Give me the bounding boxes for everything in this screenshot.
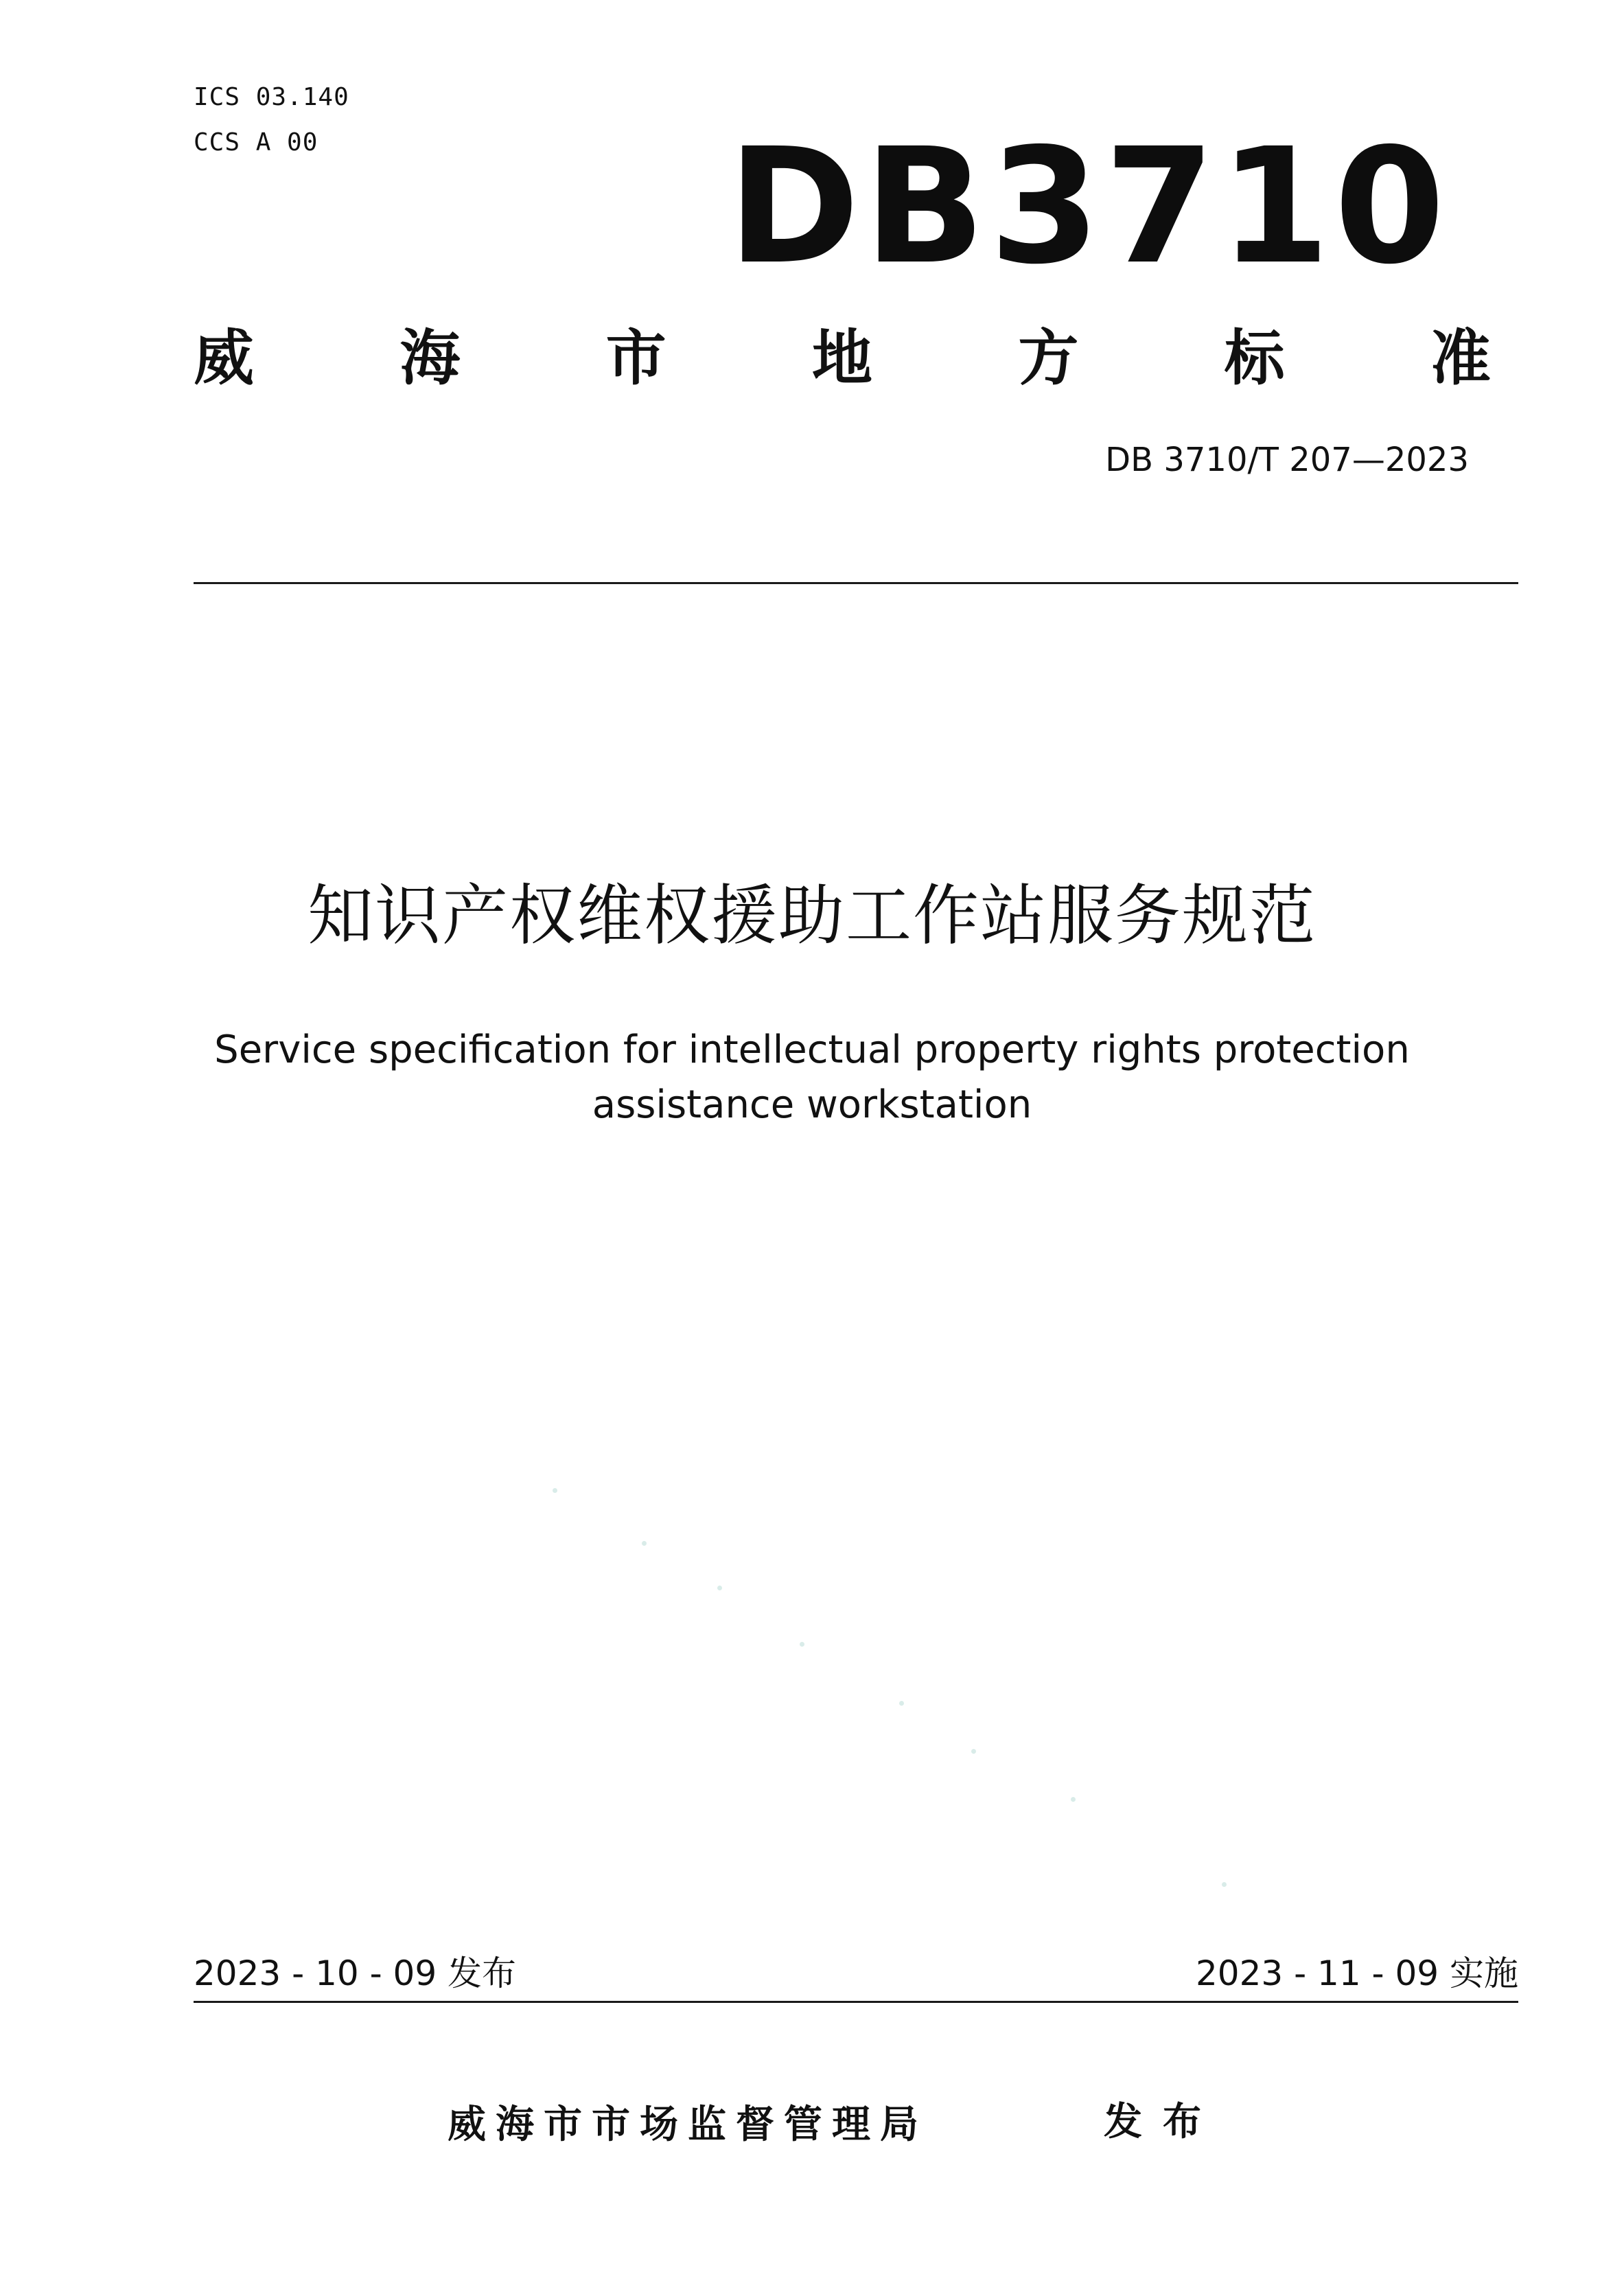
standard-type-char: 地 (811, 323, 872, 393)
ics-code: ICS 03.140 (194, 83, 349, 111)
document-title-english (0, 1023, 1624, 1133)
issuing-authority: 威海市市场监督管理局 (448, 2102, 928, 2147)
db-logo: DB3710 (728, 114, 1450, 299)
standard-type-char: 海 (399, 323, 461, 393)
issue-action: 发布 (1104, 2100, 1222, 2144)
standard-type-char: 方 (1018, 323, 1079, 393)
watermark-dot (971, 1749, 976, 1754)
header-divider (194, 582, 1518, 584)
standard-type-char: 市 (605, 323, 666, 393)
issue-date: 2023 - 10 - 09 发布 (194, 1953, 517, 1993)
watermark-dot (553, 1488, 557, 1493)
watermark-dot (800, 1642, 804, 1647)
english-title-line: Service specification for intellectual property rights protection (214, 1028, 1410, 1072)
document-title-chinese: 知识产权维权援助工作站服务规范 (308, 877, 1316, 954)
watermark-dot (899, 1701, 904, 1706)
ccs-code: CCS A 00 (194, 128, 318, 156)
standard-type-char: 威 (194, 323, 255, 393)
watermark-dot (1222, 1882, 1227, 1887)
standard-type-char: 标 (1224, 323, 1285, 393)
standard-type-char: 准 (1430, 323, 1491, 393)
watermark-dot (642, 1541, 647, 1546)
english-title-line: assistance workstation (592, 1082, 1032, 1127)
standard-number: DB 3710/T 207—2023 (1105, 441, 1469, 479)
watermark-dot (1071, 1797, 1076, 1802)
date-divider (194, 2001, 1518, 2003)
implementation-date: 2023 - 11 - 09 实施 (1195, 1953, 1518, 1993)
watermark-dot (717, 1586, 722, 1590)
standard-type-heading (194, 316, 1491, 391)
